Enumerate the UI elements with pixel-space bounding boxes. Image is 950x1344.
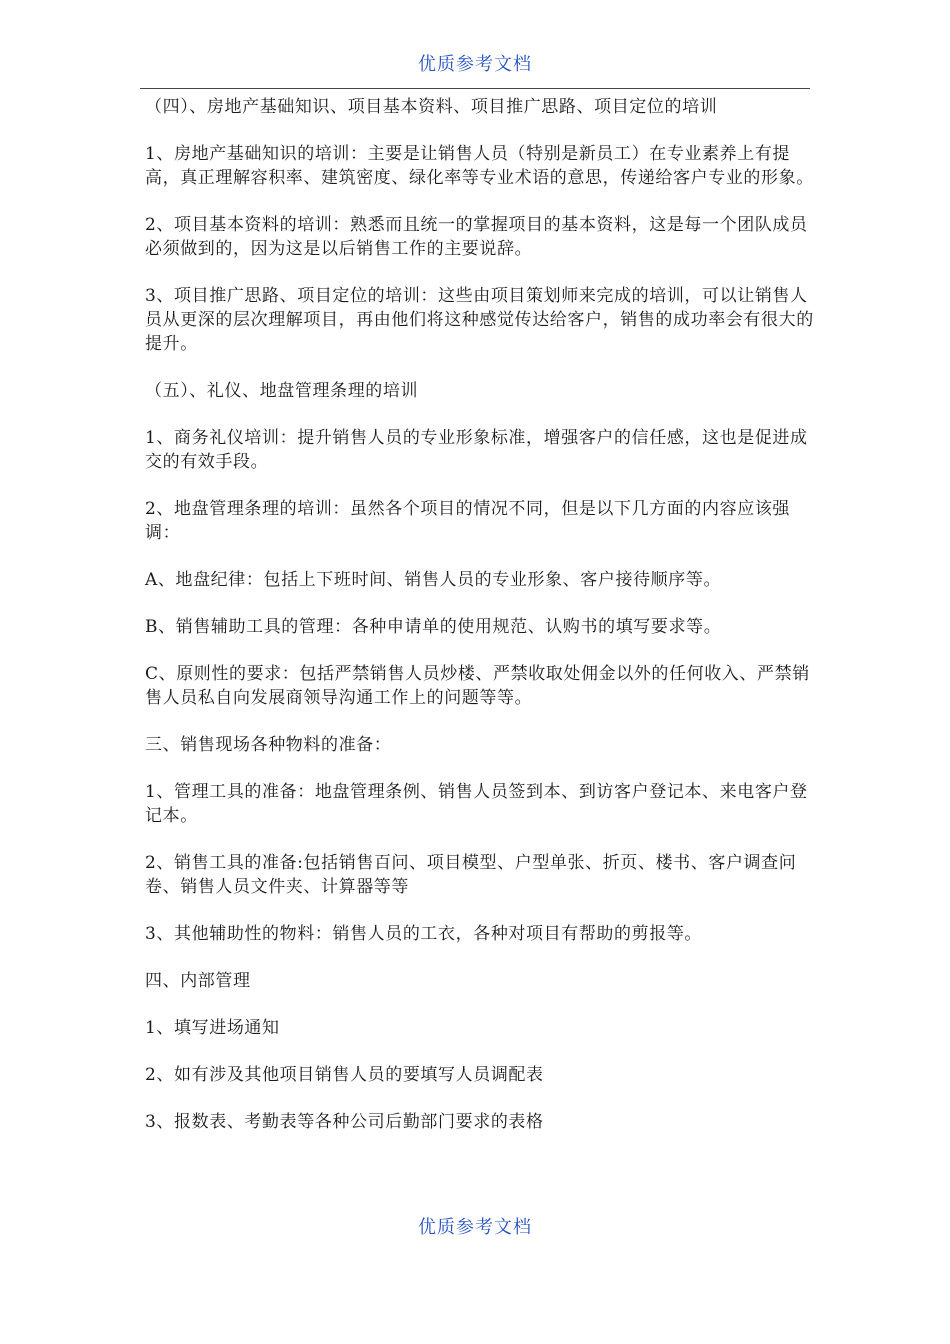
- paragraph: 2、地盘管理条理的培训：虽然各个项目的情况不同，但是以下几方面的内容应该强调：: [145, 499, 791, 543]
- paragraph: A、地盘纪律：包括上下班时间、销售人员的专业形象、客户接待顺序等。: [145, 570, 722, 590]
- paragraph: 2、项目基本资料的培训：熟悉而且统一的掌握项目的基本资料，这是每一个团队成员必须做到的，因为这是以后销售工作的主要说辞。: [145, 215, 808, 259]
- document-body: [145, 95, 815, 1157]
- paragraph: 1、填写进场通知: [145, 1018, 280, 1038]
- paragraph: 2、销售工具的准备:包括销售百问、项目模型、户型单张、折页、楼书、客户调查问卷、销售人员文件夹、计算器等等: [145, 853, 797, 897]
- paragraph: 3、报数表、考勤表等各种公司后勤部门要求的表格: [145, 1112, 544, 1132]
- header-title: 优质参考文档: [418, 54, 532, 75]
- paragraph-heading-5: （五）、礼仪、地盘管理条理的培训: [145, 381, 419, 401]
- paragraph-heading-4: （四）、房地产基础知识、项目基本资料、项目推广思路、项目定位的培训: [145, 97, 718, 117]
- section-heading-4: 四、内部管理: [145, 971, 251, 991]
- paragraph: 3、其他辅助性的物料：销售人员的工衣，各种对项目有帮助的剪报等。: [145, 924, 703, 944]
- footer-title: 优质参考文档: [418, 1217, 532, 1238]
- paragraph: B、销售辅助工具的管理：各种申请单的使用规范、认购书的填写要求等。: [145, 617, 722, 637]
- paragraph: C、原则性的要求：包括严禁销售人员炒楼、严禁收取处佣金以外的任何收入、严禁销售人员私自向发展商领导沟通工作上的问题等等。: [145, 664, 810, 708]
- paragraph: 1、房地产基础知识的培训：主要是让销售人员（特别是新员工）在专业素养上有提高，真正理解容积率、建筑密度、绿化率等专业术语的意思，传递给客户专业的形象。: [145, 144, 814, 188]
- paragraph: 2、如有涉及其他项目销售人员的要填写人员调配表: [145, 1065, 544, 1085]
- paragraph: 1、商务礼仪培训：提升销售人员的专业形象标准，增强客户的信任感，这也是促进成交的有效手段。: [145, 428, 808, 472]
- paragraph: 3、项目推广思路、项目定位的培训：这些由项目策划师来完成的培训，可以让销售人员从更深的层次理解项目，再由他们将这种感觉传达给客户，销售的成功率会有很大的提升。: [145, 286, 814, 354]
- section-heading-3: 三、销售现场各种物料的准备：: [145, 735, 392, 755]
- page-header: [140, 52, 810, 89]
- paragraph: 1、管理工具的准备：地盘管理条例、销售人员签到本、到访客户登记本、来电客户登记本。: [145, 782, 808, 826]
- page-footer: [0, 1215, 950, 1241]
